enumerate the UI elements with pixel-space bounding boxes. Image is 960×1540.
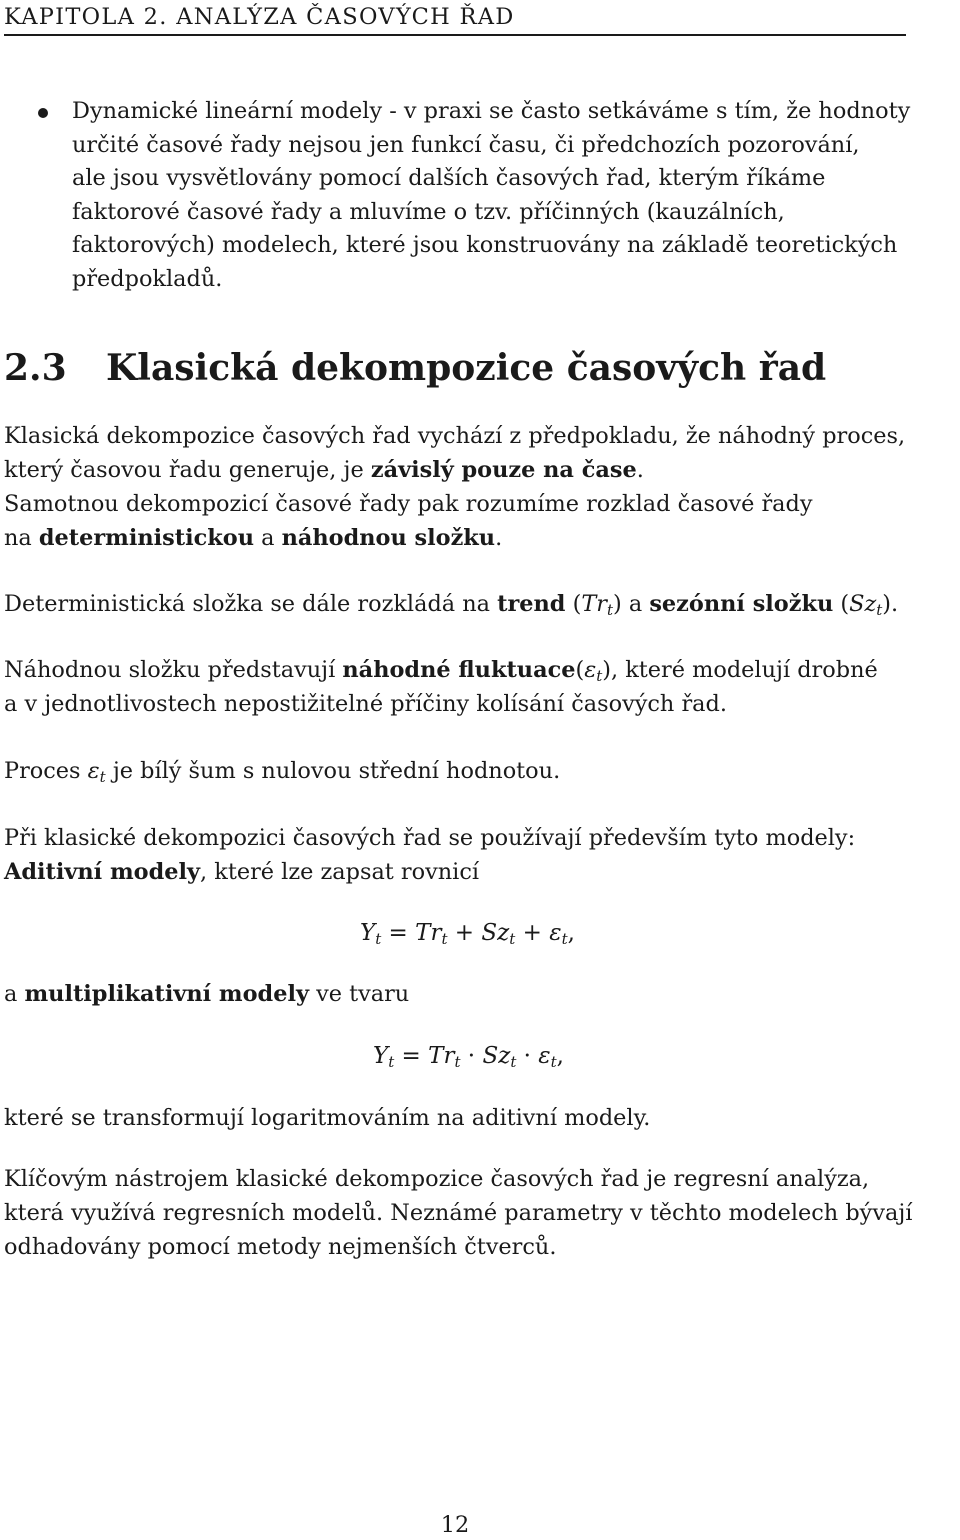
paragraph-random [4, 653, 958, 721]
paragraph-regression [4, 1162, 958, 1264]
text-line: Klasická dekompozice časových řad vychází z předpokladu, že náhodný proces, [4, 423, 906, 449]
text-run: ) a [613, 591, 650, 617]
math-operator: + [447, 920, 482, 946]
section-title: Klasická dekompozice časových řad [106, 347, 827, 389]
equation-additive [360, 916, 575, 950]
bold-term: sezónní složku [649, 591, 834, 617]
math-symbol: ε [584, 657, 597, 683]
math-subscript: t [99, 768, 106, 786]
paragraph-multiplicative-intro [4, 977, 958, 1011]
math-symbol: Tr [415, 920, 442, 946]
text-run: ( [575, 657, 585, 683]
bullet-line: určité časové řady nejsou jen funkcí času, či předchozích pozorování, [72, 131, 860, 158]
math-punctuation: , [567, 920, 575, 946]
text-run: Proces [4, 758, 88, 784]
bold-term: deterministickou [38, 525, 254, 551]
math-subscript: t [509, 930, 516, 948]
text-run: je bílý šum s nulovou střední hodnotou. [105, 758, 561, 784]
text-line: Klíčovým nástrojem klasické dekompozice časových řad je regresní analýza, [4, 1166, 870, 1192]
text-run: na [4, 525, 39, 551]
bold-term: závislý pouze na čase [370, 457, 637, 483]
math-subscript: t [441, 930, 448, 948]
math-operator: + [515, 920, 550, 946]
math-symbol: Sz [481, 920, 510, 946]
text-line [4, 754, 958, 788]
text-run: a [4, 981, 25, 1007]
math-subscript: t [596, 667, 603, 685]
math-subscript: t [561, 930, 568, 948]
bullet-marker [38, 108, 48, 118]
running-head: KAPITOLA 2. ANALÝZA ČASOVÝCH ŘAD [4, 2, 906, 36]
text-run: Náhodnou složku představují [4, 657, 343, 683]
math-symbol: Tr [428, 1043, 455, 1069]
text-run: ( [565, 591, 582, 617]
text-run: a [253, 525, 282, 551]
text-line [4, 453, 958, 487]
math-subscript: t [550, 1053, 557, 1071]
math-subscript: t [876, 601, 883, 619]
paragraph-white-noise [4, 754, 958, 788]
math-subscript: t [375, 930, 382, 948]
text-run: ). [882, 591, 899, 617]
text-line: a v jednotlivostech nepostižitelné příčiny kolísání časových řad. [4, 691, 727, 717]
text-run: , které lze zapsat rovnicí [200, 859, 480, 885]
math-symbol: ε [549, 920, 562, 946]
math-subscript: t [510, 1053, 517, 1071]
paragraph-log-transform [4, 1101, 958, 1135]
text-run: ), které modelují drobné [602, 657, 878, 683]
bullet-line: Dynamické lineární modely - v praxi se často setkáváme s tím, že hodnoty [72, 98, 911, 124]
math-symbol: Y [373, 1043, 389, 1069]
text-line [4, 977, 958, 1011]
math-subscript: t [606, 601, 613, 619]
paragraph-definition [4, 419, 958, 555]
text-line [4, 653, 958, 687]
math-symbol: Sz [849, 591, 877, 617]
paragraph-deterministic [4, 587, 958, 621]
bold-term: náhodné fluktuace [342, 657, 576, 683]
math-operator: · [516, 1043, 539, 1069]
paragraph-models [4, 821, 958, 889]
page-number: 12 [440, 1512, 470, 1538]
bullet-line: faktorových) modelech, které jsou konstruovány na základě teoretických [72, 232, 898, 258]
math-subscript: t [388, 1053, 395, 1071]
bold-term: trend [497, 591, 566, 617]
text-run: který časovou řadu generuje, je [4, 457, 371, 483]
text-line: Samotnou dekompozicí časové řady pak rozumíme rozklad časové řady [4, 491, 813, 517]
math-punctuation: , [556, 1043, 564, 1069]
bold-term: náhodnou složku [281, 525, 496, 551]
text-line: která využívá regresních modelů. Neznámé parametry v těchto modelech bývají [4, 1200, 913, 1226]
text-line [4, 521, 958, 555]
text-run: Deterministická složka se dále rozkládá na [4, 591, 498, 617]
bullet-line: předpokladů. [72, 265, 223, 292]
text-line: odhadovány pomocí metody nejmenších čtverců. [4, 1234, 557, 1260]
section-number: 2.3 [4, 347, 67, 389]
text-line: které se transformují logaritmováním na aditivní modely. [4, 1105, 651, 1131]
bold-term: Aditivní modely [4, 859, 201, 885]
bold-term: multiplikativní modely [24, 981, 309, 1007]
equation-multiplicative [373, 1039, 564, 1073]
math-symbol: ε [538, 1043, 551, 1069]
text-run: ve tvaru [308, 981, 410, 1007]
text-run: ( [833, 591, 850, 617]
bullet-line: ale jsou vysvětlovány pomocí dalších časových řad, kterým říkáme [72, 165, 826, 191]
math-symbol: Y [360, 920, 376, 946]
text-line [4, 855, 958, 889]
math-symbol: ε [87, 758, 100, 784]
text-line [4, 587, 958, 621]
section-heading [4, 342, 904, 394]
text-run: . [636, 457, 644, 483]
bullet-text [72, 95, 960, 296]
math-subscript: t [454, 1053, 461, 1071]
math-symbol: Sz [482, 1043, 511, 1069]
text-run: . [495, 525, 503, 551]
math-operator: = [394, 1043, 429, 1069]
math-operator: = [381, 920, 416, 946]
math-symbol: Tr [581, 591, 607, 617]
bullet-line: faktorové časové řady a mluvíme o tzv. příčinných (kauzálních, [72, 198, 785, 225]
text-line: Při klasické dekompozici časových řad se používají především tyto modely: [4, 825, 856, 851]
math-operator: · [460, 1043, 483, 1069]
